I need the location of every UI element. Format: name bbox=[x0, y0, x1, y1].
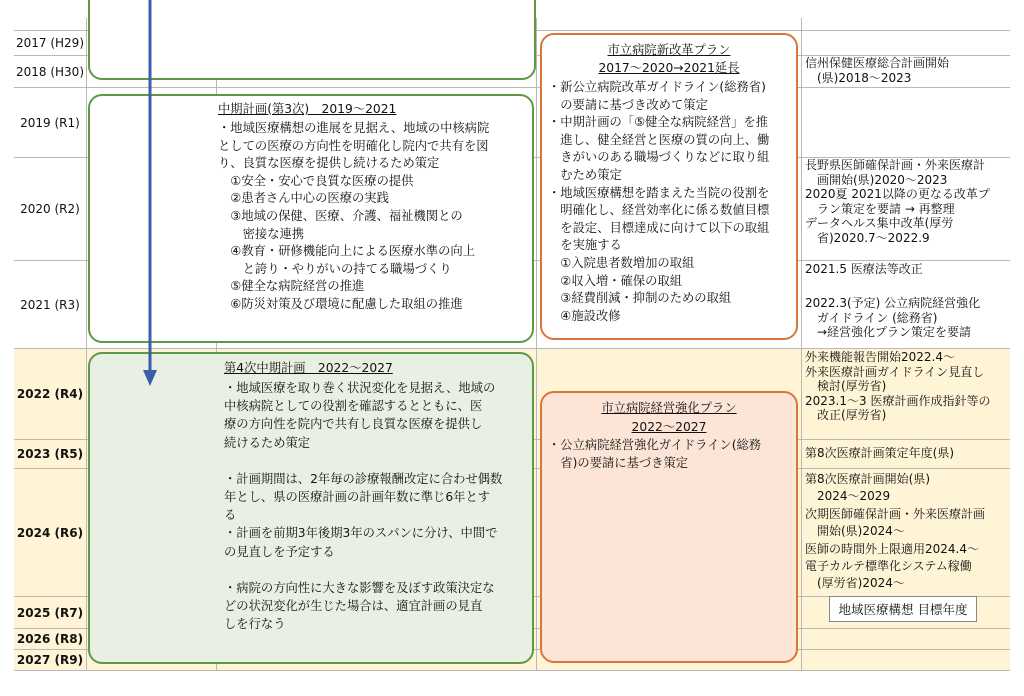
year-label-2027: 2027 (R9) bbox=[16, 653, 84, 667]
note-2022 bbox=[805, 350, 990, 423]
reform-line: の要請に基づき改めて策定 bbox=[548, 97, 708, 112]
note-line: 2020夏 2021以降の更なる改革プ bbox=[805, 187, 990, 202]
strength-plan-period: 2022～2027 bbox=[631, 420, 707, 434]
plan3-line: ②患者さん中心の医療の実践 bbox=[218, 191, 389, 206]
year-label-2020: 2020 (R2) bbox=[20, 202, 80, 216]
note-line: 改正(厚労省) bbox=[805, 408, 887, 423]
note-2024 bbox=[805, 471, 985, 593]
reform-line: ④施設改修 bbox=[548, 308, 621, 323]
plan4-line: ・病院の方向性に大きな影響を及ぼす政策決定な bbox=[224, 580, 495, 595]
note-line: データヘルス集中改革(厚労 bbox=[805, 216, 954, 231]
year-label-2023: 2023 (R5) bbox=[16, 447, 84, 461]
strength-line: ・公立病院経営強化ガイドライン(総務 bbox=[548, 438, 762, 452]
note-line: 長野県医師確保計画・外来医療計 bbox=[805, 158, 986, 172]
plan3-line: 密接な連携 bbox=[218, 226, 305, 241]
note-line: ラン策定を要請 → 再整理 bbox=[805, 201, 955, 216]
strength-plan-body bbox=[548, 437, 761, 472]
note-2020 bbox=[805, 158, 990, 246]
reform-line: を設定、目標達成に向けて以下の取組 bbox=[548, 220, 770, 235]
note-line: 医師の時間外上限適用2024.4～ bbox=[805, 541, 979, 556]
plan3-line: ⑥防災対策及び環境に配慮した取組の推進 bbox=[218, 296, 463, 311]
note-2021-law bbox=[805, 262, 923, 277]
plan3-title: 中期計画(第3次) 2019～2021 bbox=[218, 102, 397, 116]
note-line: 2023.1～3 医療計画作成指針等の bbox=[805, 393, 991, 408]
note-2023 bbox=[805, 446, 954, 461]
note-line: 検討(厚労省) bbox=[805, 379, 887, 394]
year-label-2021: 2021 (R3) bbox=[20, 297, 80, 312]
note-line: 次期医師確保計画・外来医療計画 bbox=[805, 506, 986, 521]
year-label-2019: 2019 (R1) bbox=[20, 115, 80, 130]
note-line: 開始(県)2024～ bbox=[805, 524, 905, 539]
note-line: 第8次医療計画策定年度(県) bbox=[805, 446, 954, 460]
plan3-line: り、良質な医療を提供し続けるため策定 bbox=[218, 156, 440, 171]
note-line: 省)2020.7～2022.9 bbox=[805, 230, 930, 245]
plan4-line: どの状況変化が生じた場合は、適宜計画の見直 bbox=[224, 599, 483, 614]
plan4-line: 中核病院としての役割を確認するとともに、医 bbox=[224, 399, 483, 414]
plan4-line: 療の方向性を院内で共有し良質な医療を提供し bbox=[224, 417, 483, 432]
note-line: →経営強化プラン策定を要請 bbox=[805, 325, 972, 340]
plan3-line: と誇り・やりがいの持てる職場づくり bbox=[218, 261, 452, 276]
plan4-line bbox=[224, 561, 502, 579]
plan4-title: 第4次中期計画 2022～2027 bbox=[224, 361, 393, 375]
plan4-line bbox=[224, 452, 502, 470]
note-2021-guideline bbox=[805, 296, 980, 340]
reform-line: ②収入増・確保の取組 bbox=[548, 273, 682, 288]
note-line: 2021.5 医療法等改正 bbox=[805, 262, 923, 276]
reform-line: ①入院患者数増加の取組 bbox=[548, 255, 695, 270]
reform-line: 明確化し、経営効率化に係る数値目標 bbox=[548, 203, 770, 218]
goal-year-tag: 地域医療構想 目標年度 bbox=[829, 596, 977, 622]
note-line: (県)2018～2023 bbox=[805, 70, 912, 85]
note-line: 外来医療計画ガイドライン見直し bbox=[805, 364, 985, 379]
year-label-2017: 2017 (H29) bbox=[15, 36, 84, 50]
note-line: 信州保健医療総合計画開始 bbox=[805, 56, 950, 70]
plan3-line: ①安全・安心で良質な医療の提供 bbox=[218, 173, 414, 188]
year-label-2022: 2022 (R4) bbox=[16, 387, 84, 401]
strength-line: 省)の要請に基づき策定 bbox=[548, 455, 689, 470]
plan4-body bbox=[224, 379, 502, 633]
plan3-body bbox=[218, 120, 489, 314]
year-label-2025: 2025 (R7) bbox=[16, 605, 84, 620]
plan4-line: ・計画を前期3年後期3年のスパンに分け、中間で bbox=[224, 526, 498, 541]
note-line: 2024～2029 bbox=[805, 489, 891, 504]
timeline-arrow-icon bbox=[140, 0, 160, 390]
strength-plan-title: 市立病院経営強化プラン bbox=[601, 401, 737, 415]
reform-line: を実施する bbox=[548, 238, 622, 253]
plan3-line: ・地域医療構想の進展を見据え、地域の中核病院 bbox=[218, 121, 490, 135]
plan4-line: ・計画期間は、2年毎の診療報酬改定に合わせ偶数 bbox=[224, 471, 503, 486]
reform-line: ・新公立病院改革ガイドライン(総務省) bbox=[548, 80, 766, 94]
reform-line: ③経費削減・抑制のための取組 bbox=[548, 291, 732, 306]
year-label-2018: 2018 (H30) bbox=[15, 64, 84, 79]
reform-line: きがいのある職場づくりなどに取り組 bbox=[548, 150, 770, 165]
plan3-line: ⑤健全な病院経営の推進 bbox=[218, 279, 365, 294]
note-line: 外来機能報告開始2022.4～ bbox=[805, 350, 955, 364]
reform-plan-title: 市立病院新改革プラン bbox=[607, 43, 731, 57]
plan4-line: しを行なう bbox=[224, 617, 286, 632]
reform-line: ・中期計画の「⑤健全な病院経営」を推 bbox=[548, 115, 769, 130]
plan4-line: る bbox=[224, 508, 237, 523]
plan4-line: 年とし、県の医療計画の計画年数に準じ6年とす bbox=[224, 490, 491, 505]
note-line: (厚労省)2024～ bbox=[805, 576, 905, 591]
reform-line: ・地域医療構想を踏まえた当院の役割を bbox=[548, 185, 770, 200]
note-line: 第8次医療計画開始(県) bbox=[805, 472, 930, 486]
plan3-line: ③地域の保健、医療、介護、福祉機関との bbox=[218, 208, 463, 223]
plan4-line: の見直しを予定する bbox=[224, 544, 335, 559]
reform-line: むため策定 bbox=[548, 167, 622, 182]
reform-plan-period: 2017～2020→2021延長 bbox=[598, 61, 740, 75]
note-line: ガイドライン (総務省) bbox=[805, 310, 938, 325]
note-line: 2022.3(予定) 公立病院経営強化 bbox=[805, 296, 981, 310]
plan4-line: ・地域医療を取り巻く状況変化を見据え、地域の bbox=[224, 381, 496, 395]
reform-line: 進し、健全経営と医療の質の向上、働 bbox=[548, 132, 770, 147]
year-label-2026: 2026 (R8) bbox=[16, 632, 84, 646]
plan3-line: としての医療の方向性を明確化し院内で共有を図 bbox=[218, 138, 489, 153]
note-line: 画開始(県)2020～2023 bbox=[805, 172, 948, 187]
note-2018 bbox=[805, 56, 949, 85]
plan4-line: 続けるため策定 bbox=[224, 435, 311, 450]
note-line: 電子カルテ標準化システム稼働 bbox=[805, 559, 972, 574]
plan3-line: ④教育・研修機能向上による医療水準の向上 bbox=[218, 244, 475, 259]
year-label-2024: 2024 (R6) bbox=[16, 525, 84, 540]
reform-plan-body bbox=[548, 79, 769, 325]
